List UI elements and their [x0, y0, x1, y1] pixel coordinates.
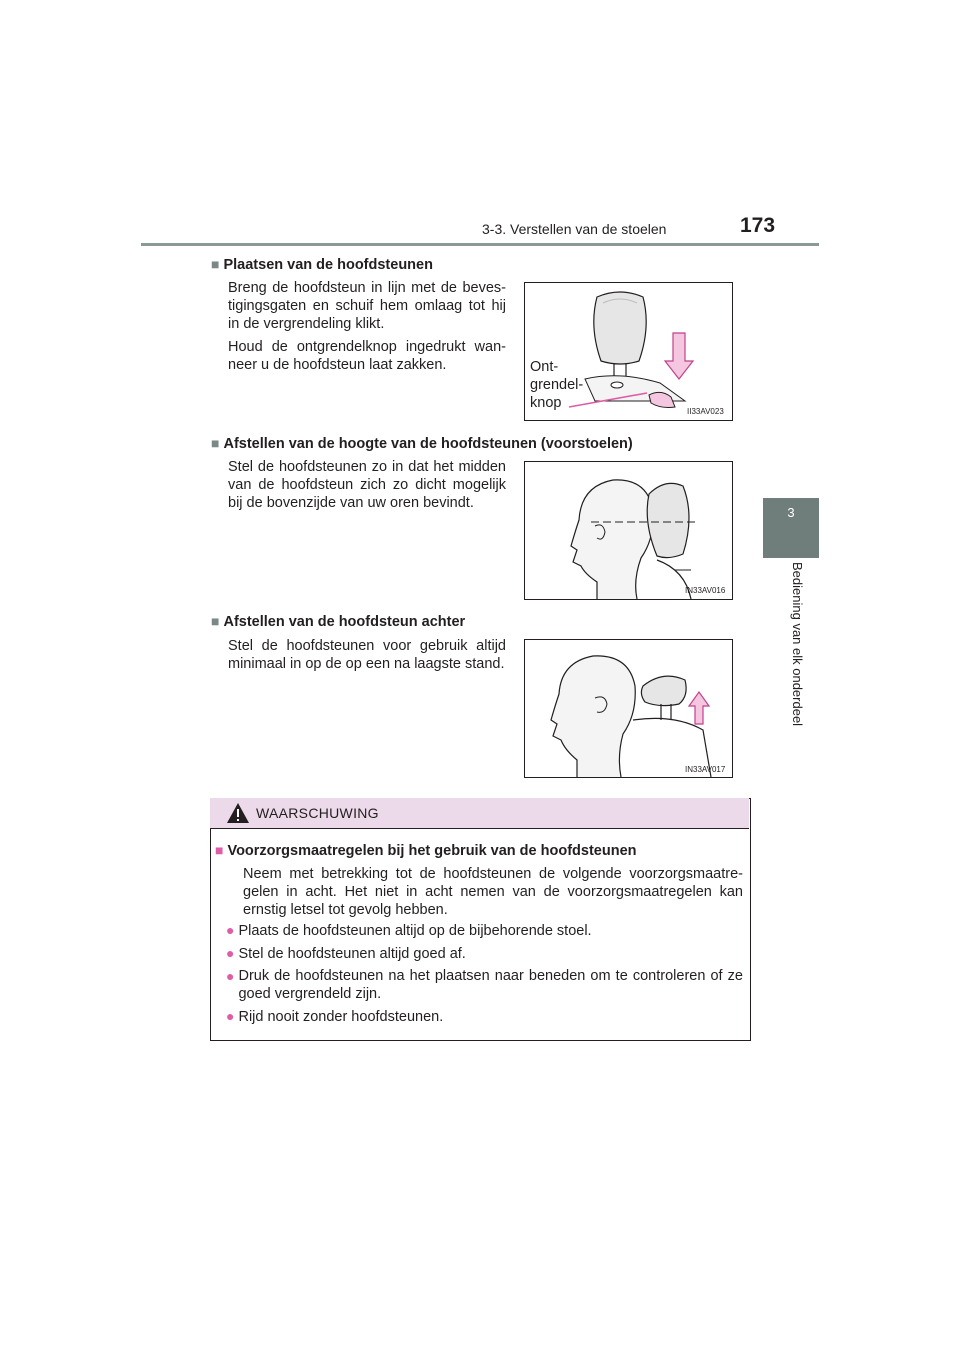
- section-2-paragraph-1: Stel de hoofdsteunen zo in dat het midden van de hoofdsteun zich zo dicht mogelijk bij de bovenzijde van uw oren bevindt.: [228, 459, 506, 511]
- square-bullet-icon: ■: [211, 256, 220, 272]
- figure-code: IN33AV016: [685, 586, 726, 595]
- section-heading-2: ■ Afstellen van de hoogte van de hoofdsteunen (voorstoelen): [211, 435, 633, 452]
- bullet-dot-icon: ●: [226, 1008, 235, 1024]
- release-button-label: Ont- grendel- knop: [530, 359, 584, 411]
- header-divider: [141, 243, 819, 246]
- warning-item-3: ● Druk de hoofdsteunen na het plaatsen naar beneden om te controleren of ze goed vergrendeld zijn.: [226, 968, 743, 1002]
- figure-rear-headrest: [524, 639, 733, 778]
- section-heading-1: ■ Plaatsen van de hoofdsteunen: [211, 256, 433, 273]
- warning-triangle-icon: [226, 802, 250, 824]
- square-bullet-icon: ■: [211, 435, 220, 451]
- chapter-label: Bediening van elk onderdeel: [790, 562, 805, 727]
- warning-item-1: ● Plaats de hoofdsteunen altijd op de bijbehorende stoel.: [226, 922, 592, 939]
- figure-code: IN33AV017: [685, 765, 726, 774]
- bullet-dot-icon: ●: [226, 945, 235, 961]
- section-3-paragraph-1: Stel de hoofdsteunen voor gebruik altijd minimaal in op de op een na laagste stand.: [228, 638, 506, 672]
- page-number: 173: [740, 214, 776, 237]
- warning-item-2: ● Stel de hoofdsteunen altijd goed af.: [226, 945, 466, 962]
- bullet-dot-icon: ●: [226, 922, 235, 938]
- rear-headrest-illustration: [525, 640, 732, 777]
- warning-title: WAARSCHUWING: [256, 805, 379, 821]
- square-bullet-icon: ■: [211, 613, 220, 629]
- section-1-paragraph-2: Houd de ontgrendelknop ingedrukt wan-neer u de hoofdsteun laat zakken.: [228, 339, 506, 373]
- square-bullet-icon: ■: [215, 842, 224, 858]
- warning-item-4: ● Rijd nooit zonder hoofdsteunen.: [226, 1008, 444, 1025]
- warning-intro: Neem met betrekking tot de hoofdsteunen de volgende voorzorgsmaatre-gelen in acht. Het niet in acht nemen van de voorzorgsmaatregelen kan ernstig letsel tot gevolg hebben.: [243, 866, 743, 918]
- figure-headrest-height: [524, 461, 733, 600]
- warning-heading: ■ Voorzorgsmaatregelen bij het gebruik van de hoofdsteunen: [215, 842, 637, 859]
- section-title: 3-3. Verstellen van de stoelen: [482, 221, 667, 237]
- section-1-paragraph-1: Breng de hoofdsteun in lijn met de beves-tigingsgaten en schuif hem omlaag tot hij in de vergrendeling klikt.: [228, 280, 506, 332]
- head-and-headrest-illustration: [525, 462, 732, 599]
- section-heading-3: ■ Afstellen van de hoofdsteun achter: [211, 613, 466, 630]
- warning-box: [210, 798, 751, 1041]
- chapter-number: 3: [787, 505, 795, 520]
- bullet-dot-icon: ●: [226, 968, 235, 984]
- figure-code: II33AV023: [687, 407, 724, 416]
